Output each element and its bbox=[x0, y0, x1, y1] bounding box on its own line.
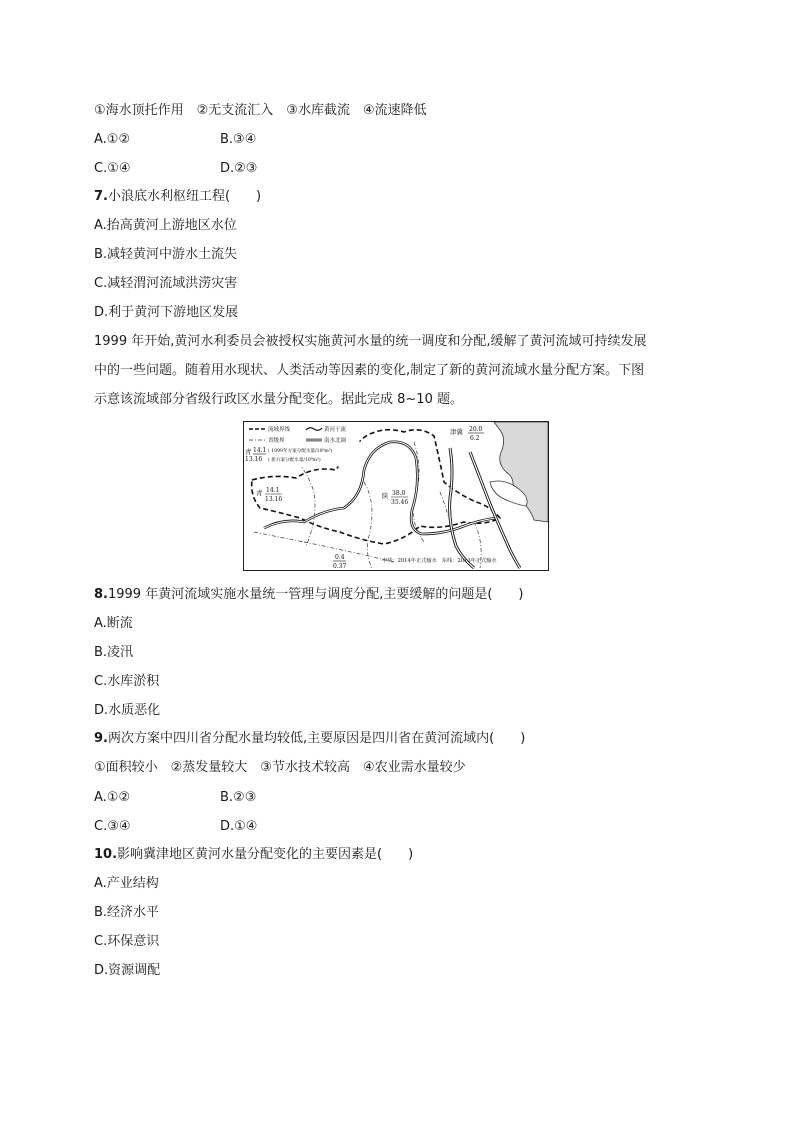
qing-old: 14.1 bbox=[266, 487, 280, 494]
q8-option-b: B.凌汛 bbox=[94, 645, 134, 660]
q7-number: 7. bbox=[94, 189, 108, 204]
jinji-label: 津冀 bbox=[450, 428, 463, 436]
q10-option-b: B.经济水平 bbox=[94, 905, 160, 920]
chuan-old: 0.4 bbox=[335, 554, 345, 561]
legend-bottom-desc: ( 新方案分配水量/10⁹m³) bbox=[268, 458, 321, 463]
q9-option-a: A.①② bbox=[94, 790, 131, 805]
passage bbox=[94, 327, 706, 414]
chuan-new: 0.37 bbox=[333, 563, 347, 570]
sea-area bbox=[494, 422, 548, 522]
q7-option-c: C.减轻渭河流域洪涝灾害 bbox=[94, 276, 238, 291]
q10-option-c: C.环保意识 bbox=[94, 934, 160, 949]
legend-top-desc: ( 1999年方案分配水量/10⁹m³) bbox=[268, 449, 333, 454]
shaan-old: 38.0 bbox=[392, 490, 406, 497]
q8-stem-row bbox=[94, 586, 523, 604]
q9-stem: 两次方案中四川省分配水量均较低,主要原因是四川省在黄河流域内( ) bbox=[107, 731, 526, 746]
q9-number: 9. bbox=[94, 731, 108, 746]
passage-line-1: 1999 年开始,黄河水利委员会被授权实施黄河水量的统一调度和分配,缓解了黄河流域可持续发展 bbox=[94, 334, 647, 349]
diversion-note: 中线：2014年正式输水 东线：2013年正式输水 bbox=[382, 558, 497, 564]
passage-line-3: 示意该流域部分省级行政区水量分配变化。据此完成 8~10 题。 bbox=[94, 392, 463, 407]
q7-option-b: B.减轻黄河中游水土流失 bbox=[94, 247, 238, 262]
q6-option-b: B.③④ bbox=[220, 132, 257, 147]
qing-label: 青 bbox=[256, 489, 263, 497]
jinji-new: 6.2 bbox=[470, 435, 480, 442]
q7-stem: 小浪底水利枢纽工程( ) bbox=[107, 189, 262, 204]
jinji-old: 20.0 bbox=[469, 426, 483, 433]
q9-option-b: B.②③ bbox=[220, 790, 257, 805]
q10-stem: 影响冀津地区黄河水量分配变化的主要因素是( ) bbox=[117, 847, 414, 862]
shaan-new: 35.46 bbox=[391, 499, 409, 506]
legend-river-label: 黄河干流 bbox=[324, 427, 347, 433]
shaan-label: 陕 bbox=[382, 492, 389, 500]
q6-option-d: D.②③ bbox=[220, 161, 258, 176]
q10-number: 10. bbox=[94, 847, 118, 862]
q8-stem: 1999 年黄河流域实施水量统一管理与调度分配,主要缓解的问题是( ) bbox=[107, 587, 524, 602]
q7-option-a: A.抬高黄河上游地区水位 bbox=[94, 218, 237, 233]
diversion-middle-outer bbox=[450, 448, 474, 568]
legend-bottom-value: 13.16 bbox=[245, 456, 263, 463]
q9-option-c: C.③④ bbox=[94, 819, 131, 834]
q8-option-a: A.断流 bbox=[94, 616, 133, 631]
map-svg bbox=[244, 422, 548, 570]
q7-option-d: D.利于黄河下游地区发展 bbox=[94, 305, 239, 320]
legend-value-prefix: 青 bbox=[245, 448, 252, 456]
q9-statements: ①面积较小 ②蒸发量较大 ③节水技术较高 ④农业需水量较少 bbox=[94, 760, 466, 775]
legend-top-value: 14.1 bbox=[253, 447, 267, 454]
q6-option-a: A.①② bbox=[94, 132, 131, 147]
legend-basin-label: 流域界线 bbox=[268, 427, 291, 433]
q10-stem-row bbox=[94, 846, 413, 864]
q9-stem-row bbox=[94, 730, 525, 748]
q10-option-d: D.资源调配 bbox=[94, 963, 161, 978]
q9-option-d: D.①④ bbox=[220, 819, 258, 834]
q7-stem-row bbox=[94, 188, 261, 206]
legend-diversion-label: 南水北调 bbox=[324, 438, 347, 444]
yellow-river-map bbox=[243, 421, 549, 571]
passage-line-2: 中的一些问题。随着用水现状、人类活动等因素的变化,制定了新的黄河流域水量分配方案。下图 bbox=[94, 363, 645, 378]
legend-province-label: 省级界 bbox=[268, 438, 285, 444]
q10-option-a: A.产业结构 bbox=[94, 876, 159, 891]
qing-new: 13.16 bbox=[265, 496, 283, 503]
q6-statements: ①海水顶托作用 ②无支流汇入 ③水库截流 ④流速降低 bbox=[94, 103, 427, 118]
q8-option-d: D.水质恶化 bbox=[94, 703, 161, 718]
q8-number: 8. bbox=[94, 587, 108, 602]
q6-option-c: C.①④ bbox=[94, 161, 131, 176]
q8-option-c: C.水库淤积 bbox=[94, 674, 160, 689]
